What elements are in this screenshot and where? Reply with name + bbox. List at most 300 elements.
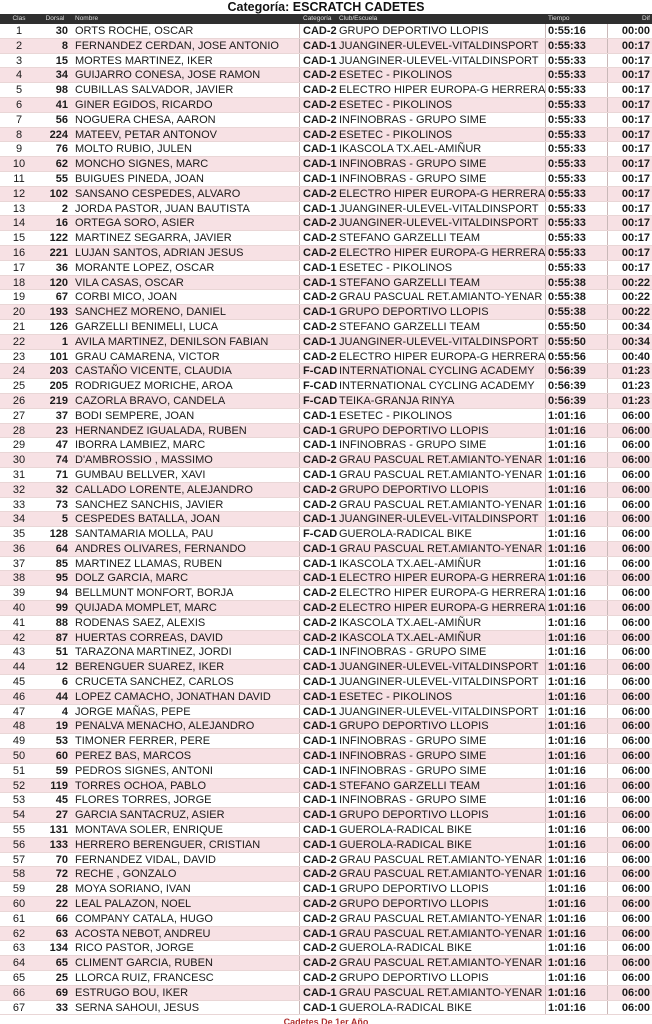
cell-pos: 12 (12, 187, 26, 200)
table-row (0, 350, 652, 365)
cell-category: CAD-1 (303, 172, 337, 185)
cell-dorsal: 131 (49, 824, 68, 837)
cell-club: GRUPO DEPORTIVO LLOPIS (337, 719, 546, 733)
cell-category: CAD-1 (303, 794, 337, 807)
cell-diff: 00:22 (621, 291, 650, 304)
cell-diff: 06:00 (621, 439, 650, 452)
cell-category: CAD-1 (303, 202, 337, 215)
cell-diff: 00:17 (621, 217, 650, 230)
cell-club: GRAU PASCUAL RET.AMIANTO-YENAR (337, 912, 546, 926)
cell-pos: 18 (12, 276, 26, 289)
cell-category: CAD-1 (303, 883, 337, 896)
cell-category: CAD-1 (303, 143, 337, 156)
cell-diff: 06:00 (621, 824, 650, 837)
cell-category: CAD-1 (303, 1001, 337, 1014)
cell-time: 0:55:38 (546, 290, 608, 304)
cell-pos: 20 (12, 306, 26, 319)
cell-category: CAD-2 (303, 483, 337, 496)
cell-name: PENALVA MENACHO, ALEJANDRO (72, 719, 300, 733)
cell-diff: 06:00 (621, 986, 650, 999)
cell-name: D'AMBROSSIO , MASSIMO (72, 453, 300, 467)
cell-club: ELECTRO HIPER EUROPA-G HERRERA (339, 572, 546, 585)
cell-club: ELECTRO HIPER EUROPA-G HERRERA (339, 350, 546, 363)
cell-pos: 63 (12, 942, 26, 955)
cell-time: 1:01:16 (546, 808, 608, 822)
cell-category: CAD-1 (303, 439, 337, 452)
cell-club: GRAU PASCUAL RET.AMIANTO-YENAR (337, 956, 546, 970)
cell-diff: 00:17 (621, 172, 650, 185)
cell-pos: 5 (15, 84, 23, 97)
cell-category: CAD-1 (303, 39, 337, 52)
cell-club: IKASCOLA TX.AEL-AMIÑUR (337, 631, 546, 645)
cell-pos: 15 (12, 232, 26, 245)
cell-club: ESETEC - PIKOLINOS (337, 690, 546, 704)
cell-club: JUANGINER-ULEVEL-VITALDINSPORT (337, 39, 546, 53)
cell-name: MARTINEZ SEGARRA, JAVIER (72, 231, 300, 245)
cell-dorsal: 44 (55, 690, 68, 703)
cell-name: LEAL PALAZON, NOEL (72, 897, 300, 911)
cell-diff: 06:00 (621, 957, 650, 970)
cell-dorsal: 55 (55, 172, 68, 185)
cell-name: CRUCETA SANCHEZ, CARLOS (72, 675, 300, 689)
cell-diff: 06:00 (621, 838, 650, 851)
table-row (0, 483, 652, 498)
cell-dorsal: 45 (55, 794, 68, 807)
cell-club: ESETEC - PIKOLINOS (337, 409, 546, 423)
cell-club: JUANGINER-ULEVEL-VITALDINSPORT (337, 512, 546, 526)
cell-time: 0:56:39 (546, 394, 608, 408)
cell-category: CAD-1 (303, 542, 337, 555)
table-row (0, 690, 652, 705)
cell-time: 1:01:16 (546, 438, 608, 452)
cell-name: MOLTO RUBIO, JULEN (72, 142, 300, 156)
cell-time: 1:01:16 (546, 897, 608, 911)
cell-name: ESTRUGO BOU, IKER (72, 986, 300, 1000)
table-row (0, 838, 652, 853)
cell-diff: 06:00 (621, 853, 650, 866)
cell-diff: 06:00 (621, 750, 650, 763)
table-row (0, 823, 652, 838)
cell-club: GRUPO DEPORTIVO LLOPIS (337, 808, 546, 822)
cell-name: QUIJADA MOMPLET, MARC (72, 601, 300, 615)
cell-pos: 26 (12, 394, 26, 407)
cell-category: CAD-2 (303, 217, 337, 230)
cell-dorsal: 128 (49, 528, 68, 541)
cell-dorsal: 224 (49, 128, 68, 141)
table-row (0, 557, 652, 572)
cell-dorsal: 99 (55, 602, 68, 615)
table-row (0, 867, 652, 882)
cell-category: CAD-1 (303, 927, 337, 940)
table-row (0, 882, 652, 897)
cell-pos: 29 (12, 439, 26, 452)
cell-diff: 06:00 (621, 912, 650, 925)
cell-pos: 17 (12, 261, 26, 274)
cell-club: GRUPO DEPORTIVO LLOPIS (337, 305, 546, 319)
cell-dorsal: 67 (55, 291, 68, 304)
cell-name: CORBI MICO, JOAN (72, 290, 300, 304)
cell-time: 0:55:33 (546, 54, 608, 68)
header-category: Categoría (303, 15, 332, 22)
cell-time: 1:01:16 (546, 424, 608, 438)
cell-category: CAD-2 (303, 350, 337, 363)
cell-category: CAD-1 (303, 720, 337, 733)
table-row (0, 675, 652, 690)
cell-club: GRAU PASCUAL RET.AMIANTO-YENAR (337, 453, 546, 467)
cell-dorsal: 66 (55, 912, 68, 925)
table-row (0, 468, 652, 483)
cell-dorsal: 120 (49, 276, 68, 289)
cell-category: CAD-1 (303, 557, 337, 570)
cell-diff: 00:00 (621, 25, 650, 37)
table-row (0, 527, 652, 542)
cell-time: 0:55:33 (546, 261, 608, 275)
cell-name: HUERTAS CORREAS, DAVID (72, 631, 300, 645)
cell-name: COMPANY CATALA, HUGO (72, 912, 300, 926)
cell-diff: 00:17 (621, 202, 650, 215)
cell-diff: 00:40 (621, 350, 650, 363)
table-row (0, 631, 652, 646)
table-row (0, 83, 652, 98)
cell-name: GUMBAU BELLVER, XAVI (72, 468, 300, 482)
cell-dorsal: 56 (55, 113, 68, 126)
cell-category: CAD-2 (303, 320, 337, 333)
cell-time: 1:01:16 (546, 453, 608, 467)
header-name: Nombre (75, 15, 99, 22)
cell-pos: 9 (15, 143, 23, 156)
cell-name: PEDROS SIGNES, ANTONI (72, 764, 300, 778)
table-row (0, 986, 652, 1001)
cell-diff: 06:00 (621, 868, 650, 881)
cell-club: INTERNATIONAL CYCLING ACADEMY (337, 364, 546, 378)
cell-club: JUANGINER-ULEVEL-VITALDINSPORT (337, 705, 546, 719)
cell-diff: 06:00 (621, 513, 650, 526)
cell-pos: 21 (12, 320, 26, 333)
cell-name: RODENAS SAEZ, ALEXIS (72, 616, 300, 630)
cell-time: 1:01:16 (546, 719, 608, 733)
cell-dorsal: 34 (55, 69, 68, 82)
cell-pos: 14 (12, 217, 26, 230)
cell-pos: 42 (12, 631, 26, 644)
cell-time: 0:55:33 (546, 68, 608, 82)
table-row (0, 779, 652, 794)
cell-dorsal: 41 (55, 98, 68, 111)
cell-diff: 06:00 (621, 483, 650, 496)
cell-category: CAD-1 (303, 986, 337, 999)
cell-diff: 00:22 (621, 276, 650, 289)
cell-club: ESETEC - PIKOLINOS (337, 98, 546, 112)
cell-dorsal: 134 (49, 942, 68, 955)
cell-club: STEFANO GARZELLI TEAM (337, 320, 546, 334)
cell-time: 0:55:33 (546, 39, 608, 53)
cell-time: 0:55:33 (546, 202, 608, 216)
cell-category: CAD-1 (303, 750, 337, 763)
table-row (0, 971, 652, 986)
cell-diff: 06:00 (621, 631, 650, 644)
cell-category: CAD-2 (303, 84, 337, 97)
cell-name: SANCHEZ SANCHIS, JAVIER (72, 498, 300, 512)
cell-club: INFINOBRAS - GRUPO SIME (337, 113, 546, 127)
cell-time: 1:01:16 (546, 867, 608, 881)
cell-diff: 06:00 (621, 454, 650, 467)
table-row (0, 187, 652, 202)
cell-diff: 00:17 (621, 98, 650, 111)
cell-name: FERNANDEZ CERDAN, JOSE ANTONIO (72, 39, 300, 53)
cell-category: CAD-2 (303, 232, 337, 245)
next-category-title: Cadetes De 1er Año (283, 1017, 369, 1024)
cell-diff: 06:00 (621, 809, 650, 822)
cell-pos: 49 (12, 735, 26, 748)
table-row (0, 54, 652, 69)
cell-diff: 00:17 (621, 84, 650, 97)
cell-club: GUEROLA-RADICAL BIKE (337, 823, 546, 837)
cell-time: 0:55:33 (546, 216, 608, 230)
cell-pos: 46 (12, 690, 26, 703)
table-row (0, 764, 652, 779)
cell-name: SERNA SAHOUI, JESUS (72, 1001, 300, 1015)
cell-category: CAD-2 (303, 454, 337, 467)
cell-dorsal: 32 (55, 483, 68, 496)
cell-dorsal: 15 (55, 54, 68, 67)
table-row (0, 956, 652, 971)
cell-diff: 00:17 (621, 158, 650, 171)
cell-dorsal: 6 (61, 676, 68, 689)
cell-category: CAD-1 (303, 572, 337, 585)
table-row (0, 424, 652, 439)
table-row (0, 276, 652, 291)
cell-category: CAD-1 (303, 735, 337, 748)
cell-time: 1:01:16 (546, 616, 608, 630)
cell-club: GRAU PASCUAL RET.AMIANTO-YENAR (337, 542, 546, 556)
cell-pos: 67 (12, 1001, 26, 1014)
cell-time: 1:01:16 (546, 956, 608, 970)
cell-time: 0:55:33 (546, 246, 608, 260)
table-row (0, 912, 652, 927)
cell-time: 0:56:39 (546, 379, 608, 393)
cell-diff: 06:00 (621, 646, 650, 659)
cell-diff: 00:17 (621, 113, 650, 126)
cell-category: CAD-2 (303, 98, 337, 111)
cell-category: CAD-1 (303, 676, 337, 689)
cell-club: JUANGINER-ULEVEL-VITALDINSPORT (337, 335, 546, 349)
cell-time: 1:01:16 (546, 927, 608, 941)
cell-pos: 32 (12, 483, 26, 496)
table-row (0, 394, 652, 409)
cell-club: GUEROLA-RADICAL BIKE (337, 1001, 546, 1015)
cell-time: 1:01:16 (546, 675, 608, 689)
cell-club: INFINOBRAS - GRUPO SIME (337, 764, 546, 778)
cell-category: CAD-1 (303, 779, 337, 792)
cell-name: GARCIA SANTACRUZ, ASIER (72, 808, 300, 822)
cell-club: TEIKA-GRANJA RINYA (337, 394, 546, 408)
cell-time: 1:01:16 (546, 882, 608, 896)
cell-pos: 65 (12, 972, 26, 984)
cell-category: CAD-2 (303, 113, 337, 126)
cell-dorsal: 219 (49, 394, 68, 407)
table-row (0, 157, 652, 172)
cell-name: CALLADO LORENTE, ALEJANDRO (72, 483, 300, 497)
cell-diff: 06:00 (621, 661, 650, 674)
table-row (0, 453, 652, 468)
cell-club: INFINOBRAS - GRUPO SIME (337, 157, 546, 171)
table-row (0, 853, 652, 868)
cell-pos: 34 (12, 513, 26, 526)
cell-club: ELECTRO HIPER EUROPA-G HERRERA (339, 187, 546, 200)
cell-dorsal: 51 (55, 646, 68, 659)
cell-club: GUEROLA-RADICAL BIKE (337, 527, 546, 541)
cell-pos: 13 (12, 202, 26, 215)
cell-pos: 6 (15, 98, 23, 111)
cell-diff: 00:17 (621, 143, 650, 156)
cell-dorsal: 205 (49, 380, 68, 393)
table-row (0, 39, 652, 54)
cell-time: 1:01:16 (546, 631, 608, 645)
cell-name: CASTAÑO VICENTE, CLAUDIA (72, 364, 300, 378)
table-row (0, 379, 652, 394)
cell-dorsal: 102 (49, 187, 68, 200)
cell-time: 1:01:16 (546, 571, 608, 585)
cell-pos: 22 (12, 335, 26, 348)
cell-name: VILA CASAS, OSCAR (72, 276, 300, 290)
cell-name: LLORCA RUIZ, FRANCESC (72, 971, 300, 985)
cell-dorsal: 12 (55, 661, 68, 674)
header-pos: Clas (12, 15, 26, 22)
cell-name: NOGUERA CHESA, AARON (72, 113, 300, 127)
cell-time: 1:01:16 (546, 971, 608, 985)
cell-dorsal: 62 (55, 158, 68, 171)
cell-name: JORDA PASTOR, JUAN BAUTISTA (72, 202, 300, 216)
cell-category: CAD-2 (303, 128, 337, 141)
cell-diff: 06:00 (621, 764, 650, 777)
cell-name: SANTAMARIA MOLLA, PAU (72, 527, 300, 541)
cell-category: CAD-1 (303, 306, 337, 319)
cell-time: 1:01:16 (546, 542, 608, 556)
cell-diff: 06:00 (621, 424, 650, 437)
cell-diff: 06:00 (621, 883, 650, 896)
table-row (0, 113, 652, 128)
table-row (0, 290, 652, 305)
results-table (0, 24, 652, 1015)
page-title: Categoría: ESCRATCH CADETES (227, 0, 425, 14)
cell-diff: 06:00 (621, 942, 650, 955)
cell-category: CAD-1 (303, 824, 337, 837)
cell-diff: 06:00 (621, 587, 650, 600)
cell-time: 1:01:16 (546, 838, 608, 852)
cell-pos: 51 (12, 764, 26, 777)
cell-club: INFINOBRAS - GRUPO SIME (337, 793, 546, 807)
cell-dorsal: 27 (55, 809, 68, 822)
table-row (0, 749, 652, 764)
cell-category: CAD-2 (303, 957, 337, 970)
cell-category: CAD-2 (303, 616, 337, 629)
cell-club: INTERNATIONAL CYCLING ACADEMY (337, 379, 546, 393)
table-row (0, 542, 652, 557)
cell-dorsal: 4 (61, 705, 68, 718)
cell-pos: 3 (15, 54, 23, 67)
cell-pos: 57 (12, 853, 26, 866)
cell-category: CAD-2 (303, 498, 337, 511)
cell-dorsal: 33 (55, 1001, 68, 1014)
cell-pos: 66 (12, 986, 26, 999)
cell-club: JUANGINER-ULEVEL-VITALDINSPORT (337, 660, 546, 674)
cell-club: GRUPO DEPORTIVO LLOPIS (337, 882, 546, 896)
cell-category: CAD-2 (303, 602, 337, 615)
cell-dorsal: 37 (55, 409, 68, 422)
cell-pos: 53 (12, 794, 26, 807)
cell-pos: 55 (12, 824, 26, 837)
cell-pos: 59 (12, 883, 26, 896)
cell-dorsal: 73 (55, 498, 68, 511)
cell-club: IKASCOLA TX.AEL-AMIÑUR (337, 616, 546, 630)
cell-pos: 28 (12, 424, 26, 437)
cell-diff: 00:34 (621, 335, 650, 348)
cell-dorsal: 1 (61, 335, 68, 348)
cell-pos: 37 (12, 557, 26, 570)
cell-time: 0:56:39 (546, 364, 608, 378)
table-row (0, 645, 652, 660)
cell-dorsal: 70 (55, 853, 68, 866)
cell-dorsal: 22 (55, 898, 68, 911)
cell-diff: 06:00 (621, 616, 650, 629)
cell-category: CAD-1 (303, 409, 337, 422)
cell-name: HERNANDEZ IGUALADA, RUBEN (72, 424, 300, 438)
cell-name: TIMONER FERRER, PERE (72, 734, 300, 748)
cell-pos: 1 (15, 25, 23, 37)
cell-diff: 06:00 (621, 572, 650, 585)
cell-dorsal: 64 (55, 542, 68, 555)
table-row (0, 793, 652, 808)
cell-club: GUEROLA-RADICAL BIKE (337, 941, 546, 955)
cell-name: RICO PASTOR, JORGE (72, 941, 300, 955)
cell-time: 0:55:33 (546, 98, 608, 112)
cell-name: FLORES TORRES, JORGE (72, 793, 300, 807)
cell-category: CAD-2 (303, 587, 337, 600)
cell-pos: 23 (12, 350, 26, 363)
cell-dorsal: 193 (49, 306, 68, 319)
cell-time: 1:01:16 (546, 793, 608, 807)
cell-name: TARAZONA MARTINEZ, JORDI (72, 645, 300, 659)
cell-dorsal: 59 (55, 764, 68, 777)
cell-diff: 00:22 (621, 306, 650, 319)
cell-category: CAD-2 (303, 187, 337, 200)
cell-name: BUIGUES PINEDA, JOAN (72, 172, 300, 186)
cell-pos: 54 (12, 809, 26, 822)
cell-club: GRAU PASCUAL RET.AMIANTO-YENAR (337, 853, 546, 867)
cell-category: CAD-1 (303, 646, 337, 659)
cell-pos: 7 (15, 113, 23, 126)
cell-dorsal: 25 (55, 972, 68, 984)
cell-time: 1:01:16 (546, 690, 608, 704)
cell-club: STEFANO GARZELLI TEAM (337, 276, 546, 290)
cell-diff: 06:00 (621, 779, 650, 792)
cell-dorsal: 63 (55, 927, 68, 940)
table-row (0, 128, 652, 143)
cell-name: MONTAVA SOLER, ENRIQUE (72, 823, 300, 837)
cell-time: 0:55:33 (546, 231, 608, 245)
cell-category: F-CAD (303, 365, 337, 378)
table-row (0, 705, 652, 720)
table-row (0, 142, 652, 157)
cell-club: INFINOBRAS - GRUPO SIME (337, 438, 546, 452)
table-row (0, 512, 652, 527)
cell-club: GRUPO DEPORTIVO LLOPIS (337, 971, 546, 985)
cell-club: STEFANO GARZELLI TEAM (337, 231, 546, 245)
cell-dorsal: 16 (55, 217, 68, 230)
cell-dorsal: 98 (55, 84, 68, 97)
cell-club: ELECTRO HIPER EUROPA-G HERRERA (339, 84, 546, 97)
cell-name: MONCHO SIGNES, MARC (72, 157, 300, 171)
cell-dorsal: 5 (61, 513, 68, 526)
